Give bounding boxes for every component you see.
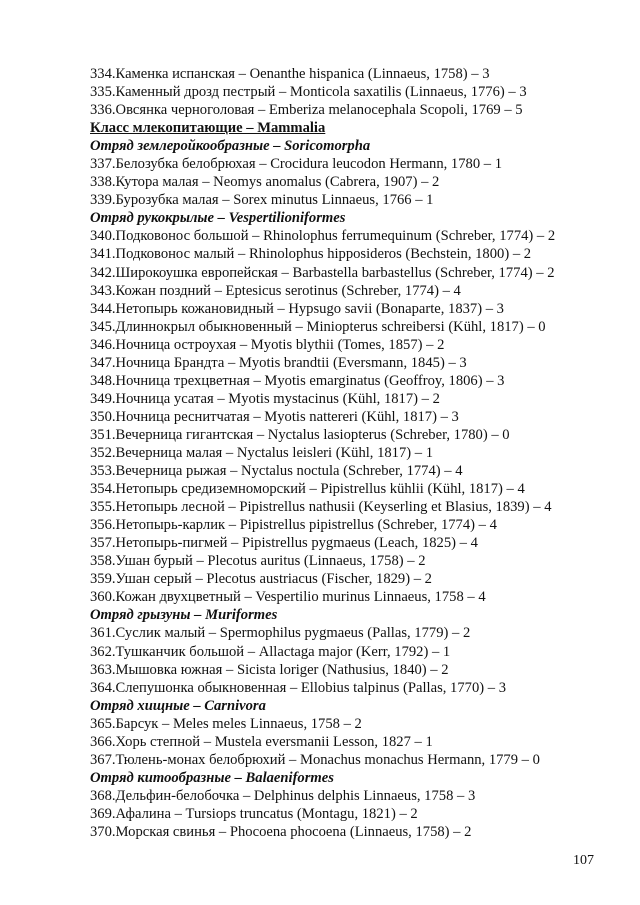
species-entry: 337.Белозубка белобрюхая – Crocidura leucodon Hermann, 1780 – 1 bbox=[90, 156, 503, 173]
species-entry: 348.Ночница трехцветная – Myotis emarginatus (Geoffroy, 1806) – 3 bbox=[90, 372, 505, 389]
species-entry: 338.Кутора малая – Neomys anomalus (Cabrera, 1907) – 2 bbox=[90, 174, 440, 191]
species-entry: 360.Кожан двухцветный – Vespertilio murinus Linnaeus, 1758 – 4 bbox=[90, 589, 486, 606]
class-heading: Класс млекопитающие – Mammalia bbox=[90, 120, 326, 137]
species-entry: 341.Подковонос малый – Rhinolophus hipposideros (Bechstein, 1800) – 2 bbox=[90, 246, 532, 263]
species-entry: 357.Нетопырь-пигмей – Pipistrellus pygmaeus (Leach, 1825) – 4 bbox=[90, 535, 478, 552]
species-entry: 367.Тюлень-монах белобрюхий – Monachus monachus Hermann, 1779 – 0 bbox=[90, 751, 540, 768]
order-heading: Отряд грызуны – Muriformes bbox=[90, 607, 278, 624]
species-entry: 366.Хорь степной – Mustela eversmanii Lesson, 1827 – 1 bbox=[90, 733, 433, 750]
order-heading: Отряд землеройкообразные – Soricomorpha bbox=[90, 138, 371, 155]
order-heading: Отряд рукокрылые – Vespertilioniformes bbox=[90, 210, 346, 227]
species-entry: 347.Ночница Брандта – Myotis brandtii (Eversmann, 1845) – 3 bbox=[90, 354, 467, 371]
species-entry: 361.Суслик малый – Spermophilus pygmaeus (Pallas, 1779) – 2 bbox=[90, 625, 471, 642]
species-entry: 369.Афалина – Tursiops truncatus (Montagu, 1821) – 2 bbox=[90, 805, 418, 822]
order-heading: Отряд хищные – Carnivora bbox=[90, 697, 266, 714]
species-entry: 354.Нетопырь средиземноморский – Pipistrellus kühlii (Kühl, 1817) – 4 bbox=[90, 481, 525, 498]
species-entry: 352.Вечерница малая – Nyctalus leisleri (Kühl, 1817) – 1 bbox=[90, 444, 434, 461]
species-entry: 346.Ночница остроухая – Myotis blythii (Tomes, 1857) – 2 bbox=[90, 336, 445, 353]
page-number: 107 bbox=[573, 853, 594, 868]
species-entry: 350.Ночница реснитчатая – Myotis nattereri (Kühl, 1817) – 3 bbox=[90, 408, 459, 425]
species-entry: 345.Длиннокрыл обыкновенный – Miniopterus schreibersi (Kühl, 1817) – 0 bbox=[90, 318, 546, 335]
species-list bbox=[90, 65, 590, 841]
species-entry: 368.Дельфин-белобочка – Delphinus delphis Linnaeus, 1758 – 3 bbox=[90, 787, 476, 804]
species-entry: 344.Нетопырь кожановидный – Hypsugo savii (Bonaparte, 1837) – 3 bbox=[90, 300, 504, 317]
species-entry: 358.Ушан бурый – Plecotus auritus (Linnaeus, 1758) – 2 bbox=[90, 553, 426, 570]
species-entry: 336.Овсянка черноголовая – Emberiza melanocephala Scopoli, 1769 – 5 bbox=[90, 102, 523, 119]
species-entry: 362.Тушканчик большой – Allactaga major (Kerr, 1792) – 1 bbox=[90, 643, 451, 660]
species-entry: 370.Морская свинья – Phocoena phocoena (Linnaeus, 1758) – 2 bbox=[90, 823, 472, 840]
species-entry: 359.Ушан серый – Plecotus austriacus (Fischer, 1829) – 2 bbox=[90, 571, 432, 588]
species-entry: 365.Барсук – Meles meles Linnaeus, 1758 – 2 bbox=[90, 715, 362, 732]
species-entry: 342.Широкоушка европейская – Barbastella barbastellus (Schreber, 1774) – 2 bbox=[90, 264, 555, 281]
species-entry: 356.Нетопырь-карлик – Pipistrellus pipistrellus (Schreber, 1774) – 4 bbox=[90, 517, 497, 534]
species-entry: 351.Вечерница гигантская – Nyctalus lasiopterus (Schreber, 1780) – 0 bbox=[90, 426, 510, 443]
species-entry: 349.Ночница усатая – Myotis mystacinus (Kühl, 1817) – 2 bbox=[90, 390, 440, 407]
species-entry: 343.Кожан поздний – Eptesicus serotinus (Schreber, 1774) – 4 bbox=[90, 282, 461, 299]
order-heading: Отряд китообразные – Balaeniformes bbox=[90, 769, 334, 786]
species-entry: 340.Подковонос большой – Rhinolophus ferrumequinum (Schreber, 1774) – 2 bbox=[90, 228, 556, 245]
species-entry: 364.Слепушонка обыкновенная – Ellobius talpinus (Pallas, 1770) – 3 bbox=[90, 679, 507, 696]
species-entry: 335.Каменный дрозд пестрый – Monticola saxatilis (Linnaeus, 1776) – 3 bbox=[90, 84, 527, 101]
species-entry: 355.Нетопырь лесной – Pipistrellus nathusii (Keyserling et Blasius, 1839) – 4 bbox=[90, 499, 552, 516]
species-entry: 363.Мышовка южная – Sicista loriger (Nathusius, 1840) – 2 bbox=[90, 661, 449, 678]
species-entry: 339.Бурозубка малая – Sorex minutus Linnaeus, 1766 – 1 bbox=[90, 192, 434, 209]
species-entry: 353.Вечерница рыжая – Nyctalus noctula (Schreber, 1774) – 4 bbox=[90, 463, 463, 480]
species-entry: 334.Каменка испанская – Oenanthe hispanica (Linnaeus, 1758) – 3 bbox=[90, 66, 490, 82]
